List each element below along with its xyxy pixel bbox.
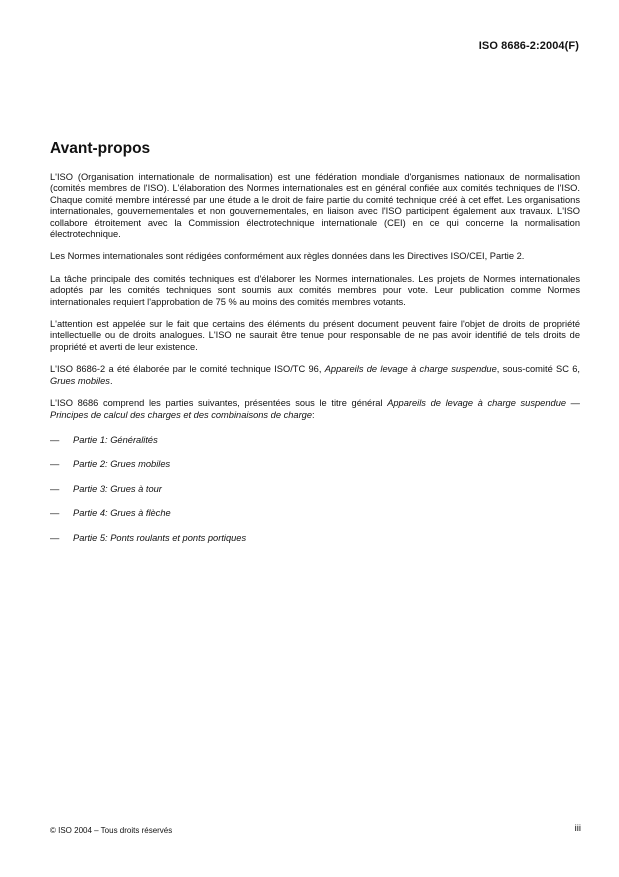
list-item (50, 508, 580, 519)
list-dash: — (50, 483, 60, 494)
paragraph-iso-intro: L'ISO (Organisation internationale de normalisation) est une fédération mondiale d'organismes nationaux de normalisation (comités membres de l'ISO). L'élaboration des Normes internationales est en général confiée aux comités techniques de l'ISO. Chaque comité membre intéressé par une étude a le droit de faire partie du comité technique créé à cet effet. Les organisations internationales, gouvernementales et non gouvernementales, en liaison avec l'ISO participent également aux travaux. L'ISO collabore étroitement avec la Commission électrotechnique internationale (CEI) en ce qui concerne la normalisation électrotechnique. (50, 172, 580, 240)
part-label: Partie 1: Généralités (73, 434, 158, 445)
document-id: ISO 8686-2:2004(F) (478, 40, 579, 52)
part-label: Partie 2: Grues mobiles (73, 459, 171, 470)
prepared-by-text: L'ISO 8686-2 a été élaborée par le comité technique ISO/TC 96, (50, 364, 325, 375)
list-dash: — (50, 508, 60, 519)
period: . (109, 375, 113, 386)
list-dash: — (50, 532, 60, 543)
paragraph-prepared-by (50, 364, 580, 387)
paragraph-patent-notice: L'attention est appelée sur le fait que certains des éléments du présent document peuvent faire l'objet de droits de propriété intellectuelle ou de droits analogues. L'ISO ne saurait être tenue pour responsable de ne pas avoir identifié de tels droits de propriété et averti de leur existence. (50, 319, 580, 352)
page-title: Avant-propos (50, 140, 151, 157)
page-number: iii (574, 823, 581, 834)
paragraph-directives: Les Normes internationales sont rédigées conformément aux règles données dans les Directives ISO/CEI, Partie 2. (50, 251, 525, 262)
subcommittee-text: , sous-comité SC 6, (496, 364, 580, 375)
list-item (50, 484, 580, 495)
list-dash: — (50, 434, 60, 445)
foreword-section (50, 140, 580, 557)
colon: : (312, 409, 315, 420)
part-label: Partie 3: Grues à tour (73, 483, 162, 494)
paragraph-parts-intro (50, 398, 580, 421)
part-label: Partie 4: Grues à flèche (73, 508, 171, 519)
paragraph-main-task: La tâche principale des comités techniques est d'élaborer les Normes internationales. Les projets de Normes internationales adoptés par les comités techniques sont soumis aux comités membres pour vote. Leur publication comme Normes internationales requiert l'approbation de 75 % au moins des comités membres votants. (50, 273, 580, 307)
part-label: Partie 5: Ponts roulants et ponts portiques (73, 532, 247, 543)
parts-intro-text: L'ISO 8686 comprend les parties suivantes, présentées sous le titre général (50, 398, 388, 409)
list-item (50, 435, 580, 446)
copyright-notice: © ISO 2004 – Tous droits réservés (50, 826, 173, 835)
parts-list (50, 435, 580, 544)
subcommittee-title: Grues mobiles (50, 375, 110, 386)
general-title: Appareils de levage à charge suspendue — Principes de calcul des charges et des combinaisons de charge (50, 398, 580, 420)
list-dash: — (50, 459, 60, 470)
list-item (50, 459, 580, 470)
list-item (50, 533, 580, 544)
committee-title: Appareils de levage à charge suspendue (324, 364, 497, 375)
